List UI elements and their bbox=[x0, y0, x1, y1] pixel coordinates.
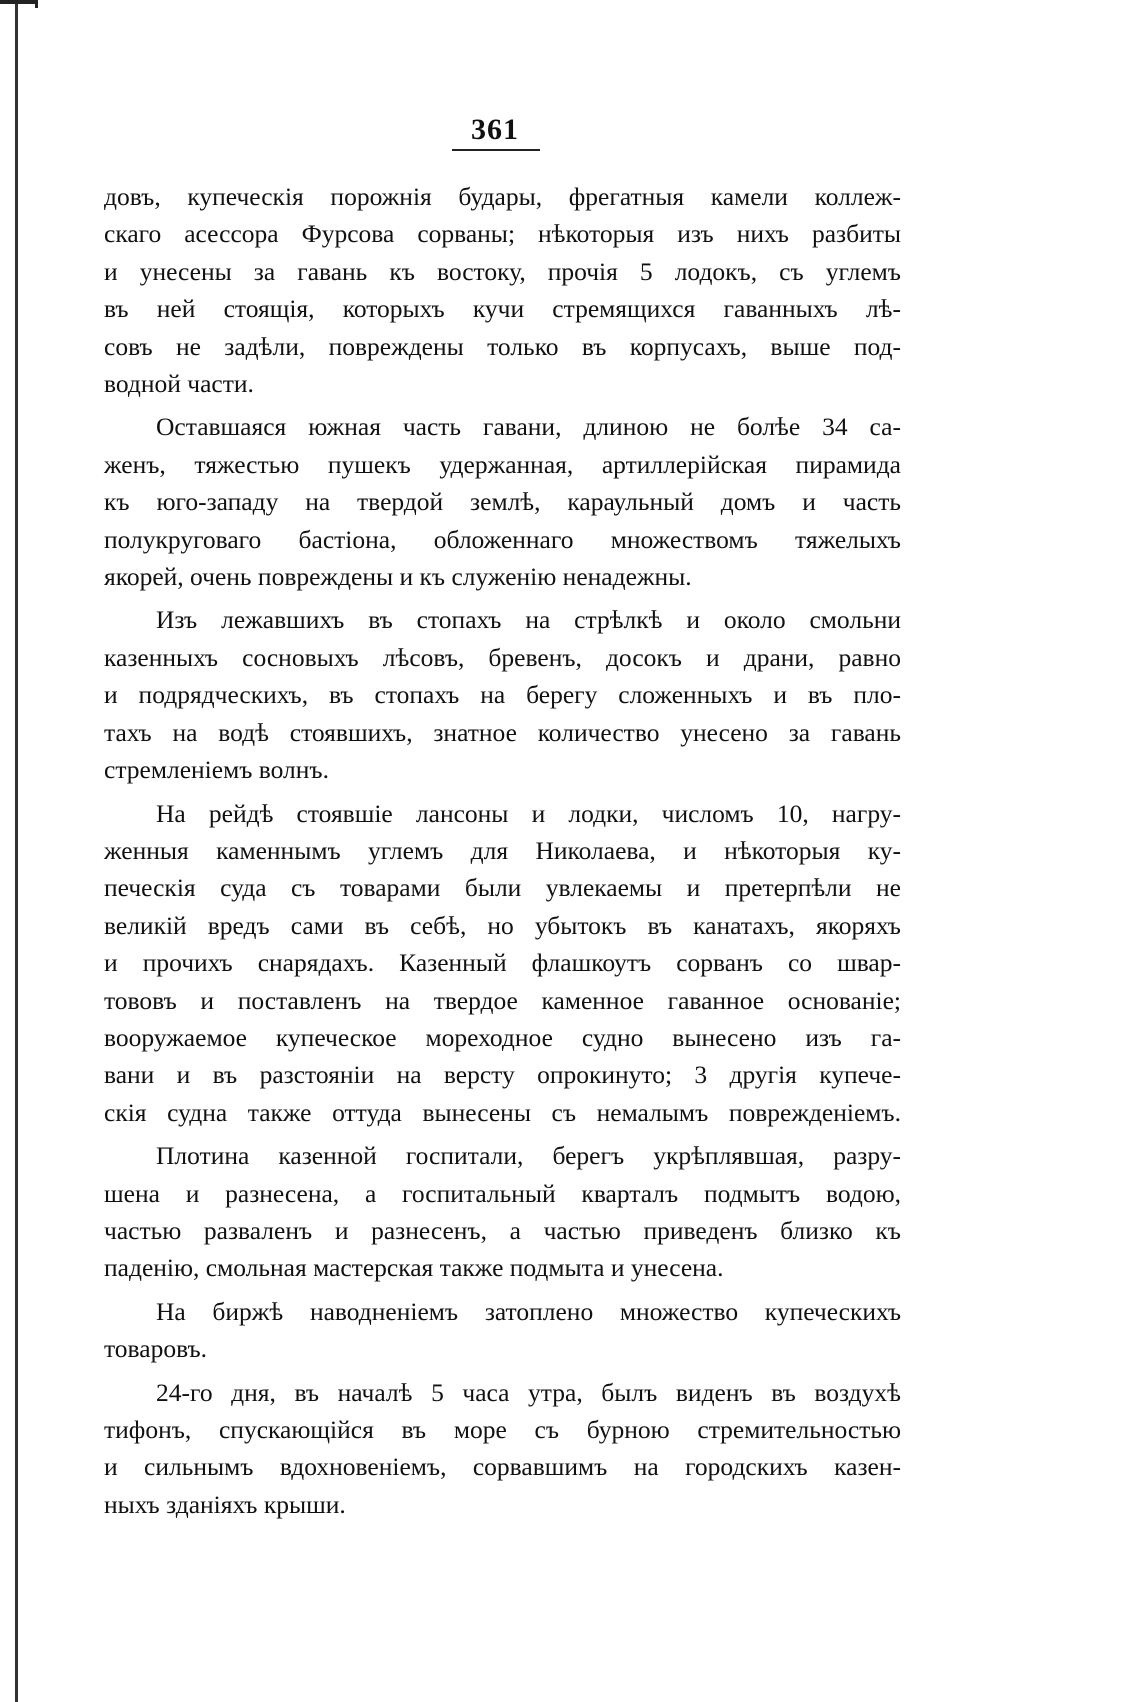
scan-corner-mark bbox=[0, 0, 38, 8]
scan-edge bbox=[0, 0, 18, 1702]
paragraph-3 bbox=[104, 601, 901, 788]
text-line: печескія суда съ товарами были увлекаемы и претерпѣли не bbox=[104, 873, 901, 903]
text-line: Изъ лежавшихъ въ стопахъ на стрѣлкѣ и около смольни bbox=[156, 605, 901, 635]
text-line: 24-го дня, въ началѣ 5 часа утра, былъ виденъ въ воздухѣ bbox=[156, 1377, 901, 1407]
text-line: водной части. bbox=[104, 369, 254, 399]
text-line: и подрядческихъ, въ стопахъ на берегу сложенныхъ и въ пло- bbox=[104, 680, 901, 710]
text-line: якорей, очень повреждены и къ служенію ненадежны. bbox=[104, 562, 692, 592]
text-line: шена и разнесена, а госпитальный кварталъ подмытъ водою, bbox=[104, 1178, 901, 1208]
text-line: ныхъ зданіяхъ крыши. bbox=[104, 1489, 346, 1519]
paragraph-2 bbox=[104, 408, 901, 595]
paragraph-1 bbox=[104, 178, 901, 402]
text-line: стремленіемъ волнъ. bbox=[104, 755, 329, 785]
text-line: къ юго-западу на твердой землѣ, караульный домъ и часть bbox=[104, 487, 901, 517]
text-line: Оставшаяся южная часть гавани, длиною не болѣе 34 са- bbox=[156, 412, 901, 442]
text-line: и унесены за гавань къ востоку, прочія 5 лодокъ, съ углемъ bbox=[104, 256, 901, 286]
text-line: тифонъ, спускающійся въ море съ бурною стремительностью bbox=[104, 1415, 901, 1444]
text-line: женъ, тяжестью пушекъ удержанная, артиллерійская пирамида bbox=[104, 449, 901, 479]
text-line: великій вредъ сами въ себѣ, но убытокъ въ канатахъ, якоряхъ bbox=[104, 910, 901, 940]
page-number: 361 bbox=[471, 113, 519, 146]
paragraph-4 bbox=[104, 795, 901, 1132]
text-line: Плотина казенной госпитали, берегъ укрѣплявшая, разру- bbox=[156, 1141, 901, 1171]
text-line: скія судна также оттуда вынесены съ немалымъ поврежденіемъ. bbox=[104, 1097, 901, 1127]
text-line: полукруговаго бастіона, обложеннаго множествомъ тяжелыхъ bbox=[104, 524, 901, 554]
text-line: частью развалeнъ и разнесенъ, а частью приведенъ близко къ bbox=[104, 1215, 901, 1245]
text-line: казенныхъ сосновыхъ лѣсовъ, бревенъ, досокъ и драни, равно bbox=[104, 642, 901, 672]
text-line: въ ней стоящія, которыхъ кучи стремящихся гаванныхъ лѣ- bbox=[104, 294, 901, 324]
text-line: вооружаемое купеческое мореходное судно вынесено изъ га- bbox=[104, 1022, 901, 1052]
page-number-rule bbox=[452, 149, 540, 151]
text-line: На рейдѣ стоявшіе лансоны и лодки, числомъ 10, нагру- bbox=[156, 798, 901, 828]
text-line: совъ не задѣли, повреждены только въ корпусахъ, выше под- bbox=[104, 331, 901, 361]
paragraph-5 bbox=[104, 1137, 901, 1287]
body-text bbox=[104, 178, 901, 1529]
text-line: и сильнымъ вдохновеніемъ, сорвавшимъ на городскихъ казен- bbox=[104, 1452, 901, 1482]
text-line: женныя каменнымъ углемъ для Николаева, и нѣкоторыя ку- bbox=[104, 835, 901, 865]
text-line: тахъ на водѣ стоявшихъ, знатное количество унесено за гавань bbox=[104, 717, 901, 747]
text-line: товаровъ. bbox=[104, 1334, 208, 1364]
text-line: На биржѣ наводненіемъ затоплено множество купеческихъ bbox=[156, 1296, 901, 1326]
text-line: довъ, купеческія порожнія будары, фрегатныя камели коллеж- bbox=[104, 182, 901, 211]
text-line: скаго асессора Фурсова сорваны; нѣкоторыя изъ нихъ разбиты bbox=[104, 219, 901, 249]
paragraph-7 bbox=[104, 1374, 901, 1524]
paragraph-6 bbox=[104, 1293, 901, 1368]
text-line: вани и въ разстояніи на версту опрокинуто; 3 другія купече- bbox=[104, 1060, 901, 1090]
text-line: и прочихъ снарядахъ. Казенный флашкоутъ сорванъ со швар- bbox=[104, 948, 901, 978]
text-line: тововъ и поставленъ на твердое каменное гаванное основаніе; bbox=[104, 985, 901, 1015]
text-line: паденію, смольная мастерская также подмыта и унесена. bbox=[104, 1253, 724, 1283]
